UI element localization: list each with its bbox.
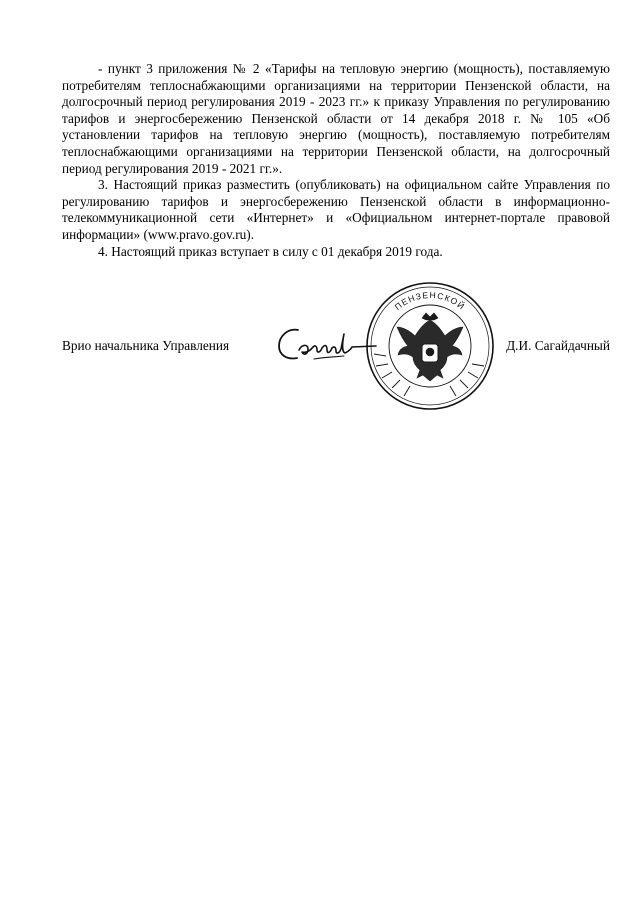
- signatory-title: Врио начальника Управления: [62, 338, 230, 353]
- paragraph-tariffs-item: - пункт 3 приложения № 2 «Тарифы на тепловую энергию (мощность), поставляемую потребителям теплоснабжающими организациями на территории Пензенской области, на долгосрочный период регулирования 2019 - 2023 гг.» к приказу Управления по регулированию тарифов и энергосбережению Пензенской области от 14 декабря 2018 г. № 105 «Об установлении тарифов на тепловую энергию (мощность), поставляемую потребителям теплоснабжающими организациями на территории Пензенской области, на долгосрочный период регулирования 2019 - 2021 гг.».: [62, 61, 610, 176]
- signatory-name: Д.И. Сагайдачный: [506, 338, 610, 353]
- seal-text: ПЕНЗЕНСКОЙ: [392, 289, 468, 312]
- paragraph-effective-date: 4. Настоящий приказ вступает в силу с 01 декабря 2019 года.: [98, 243, 443, 259]
- paragraph-publication: 3. Настоящий приказ разместить (опубликовать) на официальном сайте Управления по регулированию тарифов и энергосбережению Пензенской области в информационно-телекоммуникационной сети «Интернет» и «Официальном интернет-портале правовой информации» (www.pravo.gov.ru).: [62, 177, 610, 242]
- handwritten-signature: [272, 320, 380, 372]
- document-body: [62, 61, 610, 260]
